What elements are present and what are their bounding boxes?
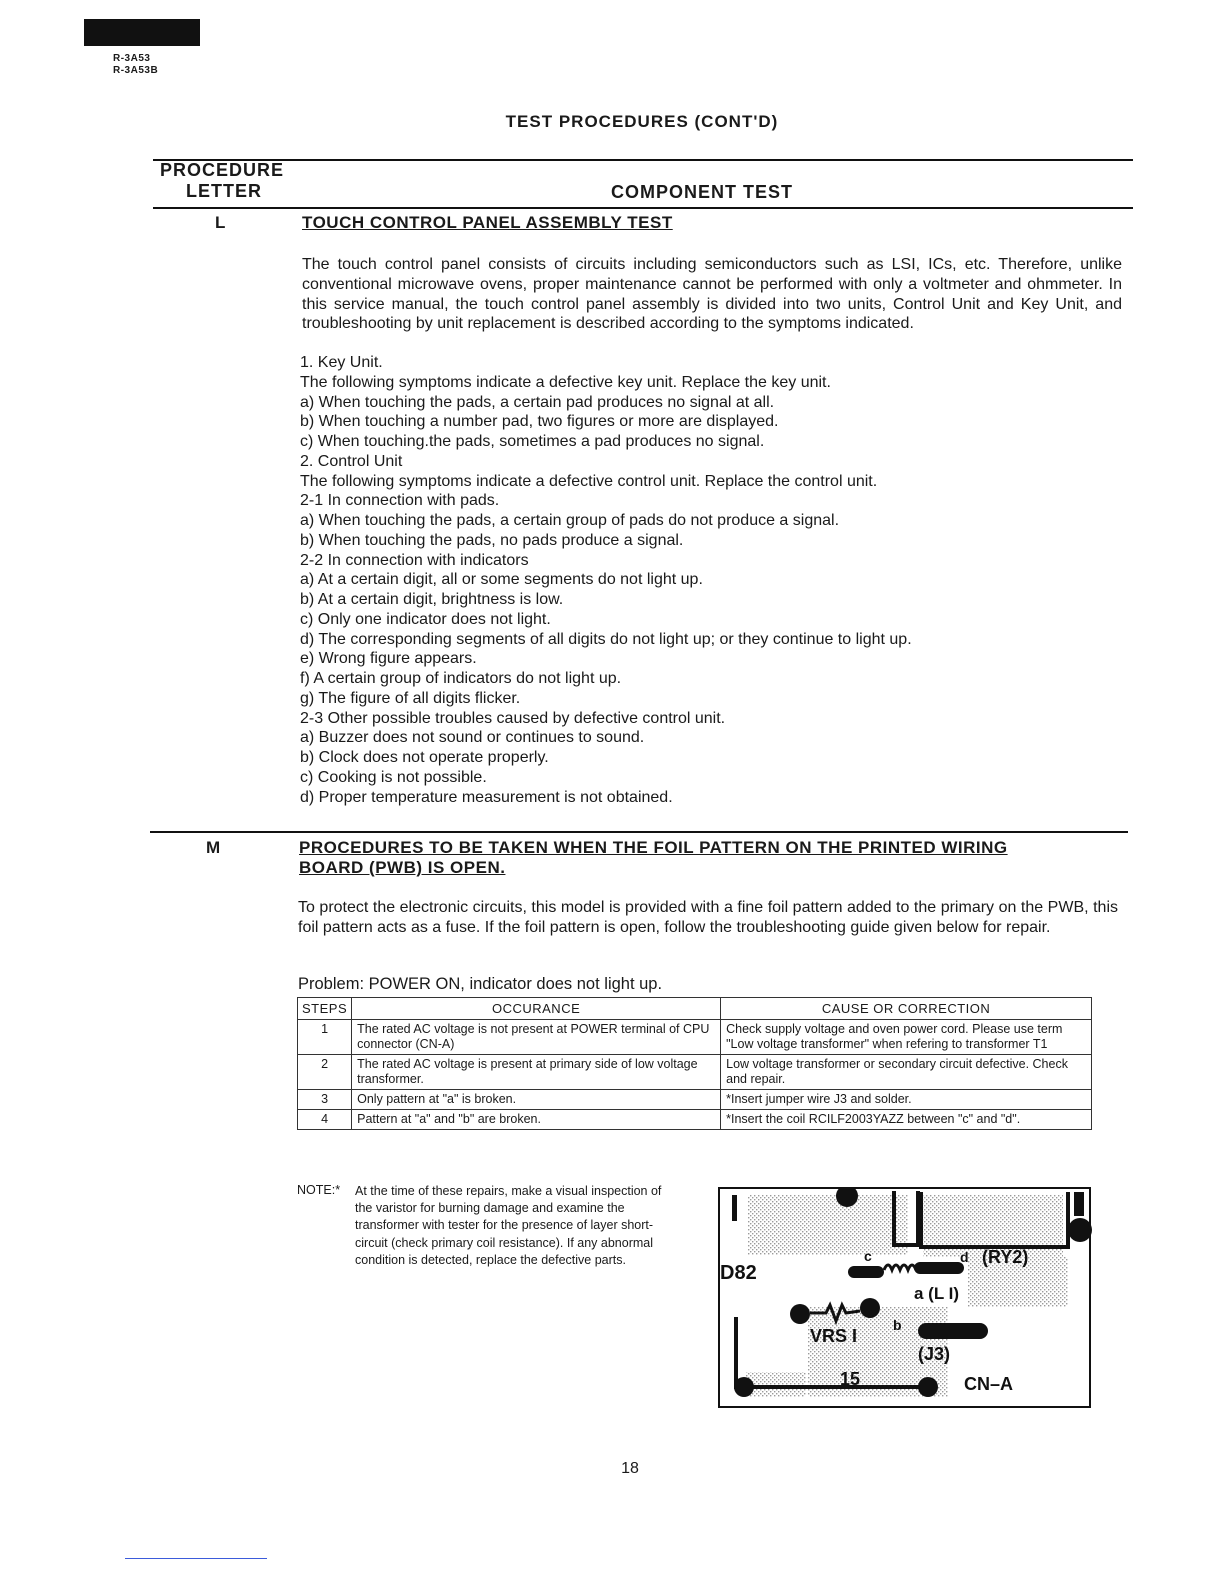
label-cn-a: CN–A <box>964 1374 1014 1394</box>
list-item: f) A certain group of indicators do not light up. <box>300 670 622 687</box>
list-item: The following symptoms indicate a defective control unit. Replace the control unit. <box>300 472 878 490</box>
step-number: 2 <box>298 1055 352 1090</box>
page-title: TEST PROCEDURES (CONT'D) <box>505 112 779 131</box>
note-text: At the time of these repairs, make a visual inspection of the varistor for burning damage and examine the transformer with tester for the presence of layer short-circuit (check primary coil resistance). If any abnormal condition is detected, replace the defective parts. <box>355 1184 662 1267</box>
section-m-intro: To protect the electronic circuits, this model is provided with a fine foil pattern added to the primary on the PWB, this foil pattern acts as a fuse. If the foil pattern is open, follow the troubleshooting guide given below for repair. <box>298 899 1118 936</box>
occurance-cell: Pattern at "a" and "b" are broken. <box>352 1110 721 1130</box>
correction-cell: Low voltage transformer or secondary circuit defective. Check and repair. <box>721 1055 1092 1090</box>
model-number: R-3A53B <box>113 65 159 76</box>
section-l-symptom-list <box>300 353 912 807</box>
list-item: 2-1 In connection with pads. <box>300 492 500 510</box>
list-item: d) Proper temperature measurement is not obtained. <box>300 788 673 806</box>
column-header-occurance: OCCURANCE <box>352 998 721 1020</box>
list-item: 2-3 Other possible troubles caused by defective control unit. <box>300 709 726 727</box>
label-d: d <box>960 1249 969 1265</box>
foil-copper-area <box>746 1372 806 1397</box>
list-item: c) Only one indicator does not light. <box>300 610 551 628</box>
foil-trace <box>1074 1192 1084 1216</box>
correction-cell: *Insert jumper wire J3 and solder. <box>721 1090 1092 1110</box>
column-header-steps: STEPS <box>298 998 352 1020</box>
list-item: b) Clock does not operate properly. <box>300 749 549 766</box>
solder-pad <box>734 1377 754 1397</box>
correction-cell: *Insert the coil RCILF2003YAZZ between "c" and "d". <box>721 1110 1092 1130</box>
list-item: b) At a certain digit, brightness is low. <box>300 591 564 608</box>
foil-trace <box>732 1195 737 1221</box>
procedure-letter-heading: PROCEDURE LETTER <box>160 160 285 201</box>
troubleshooting-table <box>297 997 1092 1130</box>
list-item: c) When touching.the pads, sometimes a pad produces no signal. <box>300 433 765 450</box>
foil-copper-area <box>748 1195 908 1255</box>
section-l-intro: The touch control panel consists of circuits including semiconductors such as LSI, ICs, etc. Therefore, unlike conventional microwave ovens, proper maintenance cannot be performed with only a voltmeter and ohmmeter. In this service manual, the touch control panel assembly is divided into two units, Control Unit and Key Unit, and troubleshooting by unit replacement is described according to the symptoms indicated. <box>302 256 1122 333</box>
step-number: 1 <box>298 1020 352 1055</box>
table-row <box>298 1055 1092 1090</box>
list-item: b) When touching the pads, no pads produce a signal. <box>300 531 684 549</box>
list-item: e) Wrong figure appears. <box>300 650 477 668</box>
component-test-heading: COMPONENT TEST <box>611 182 794 202</box>
solder-pad <box>918 1377 938 1397</box>
header-top-rule <box>153 159 1133 161</box>
table-row <box>298 1110 1092 1130</box>
list-item: a) At a certain digit, all or some segments do not light up. <box>300 571 703 589</box>
list-item: The following symptoms indicate a defective key unit. Replace the key unit. <box>300 373 831 391</box>
list-item: 2. Control Unit <box>300 452 403 470</box>
step-number: 3 <box>298 1090 352 1110</box>
list-item: c) Cooking is not possible. <box>300 768 487 786</box>
model-number: R-3A53 <box>113 53 151 64</box>
procedure-letter-l: L <box>215 213 226 232</box>
foil-pattern-c <box>848 1266 884 1278</box>
label-j3: (J3) <box>918 1344 951 1364</box>
list-item: a) When touching the pads, a certain group of pads do not produce a signal. <box>300 512 840 529</box>
pwb-foil-pattern-diagram <box>718 1187 1092 1409</box>
problem-statement: Problem: POWER ON, indicator does not light up. <box>298 975 663 993</box>
foil-pattern-d <box>914 1262 964 1274</box>
label-15: 15 <box>840 1369 861 1389</box>
step-number: 4 <box>298 1110 352 1130</box>
section-m-top-rule <box>150 831 1128 833</box>
table-row <box>298 1090 1092 1110</box>
column-header-correction: CAUSE OR CORRECTION <box>721 998 1092 1020</box>
procedure-letter-m: M <box>206 838 221 857</box>
list-item: d) The corresponding segments of all digits do not light up; or they continue to light up. <box>300 630 912 648</box>
header-bottom-rule <box>153 207 1133 209</box>
correction-cell: Check supply voltage and oven power cord. Please use term "Low voltage transformer" when refering to transformer T1 <box>721 1020 1092 1055</box>
label-d82: D82 <box>720 1262 757 1284</box>
list-item: g) The figure of all digits flicker. <box>300 689 521 707</box>
table-row <box>298 1020 1092 1055</box>
model-numbers <box>113 53 158 77</box>
solder-pad <box>1068 1218 1092 1242</box>
label-vrs1: VRS I <box>810 1326 858 1346</box>
occurance-cell: The rated AC voltage is not present at POWER terminal of CPU connector (CN-A) <box>352 1020 721 1055</box>
section-m-title: PROCEDURES TO BE TAKEN WHEN THE FOIL PATTERN ON THE PRINTED WIRING BOARD (PWB) IS OPEN. <box>299 838 1008 877</box>
section-l-title: TOUCH CONTROL PANEL ASSEMBLY TEST <box>302 213 673 232</box>
label-a-l1: a (L I) <box>914 1284 960 1303</box>
header-black-bar <box>84 19 200 46</box>
list-item: a) Buzzer does not sound or continues to sound. <box>300 729 645 747</box>
note-label: NOTE:* <box>297 1183 341 1197</box>
list-item: 2-2 In connection with indicators <box>300 551 529 569</box>
occurance-cell: The rated AC voltage is present at primary side of low voltage transformer. <box>352 1055 721 1090</box>
list-item: a) When touching the pads, a certain pad produces no signal at all. <box>300 393 775 411</box>
footer-rule <box>125 1558 267 1559</box>
jumper-j3-pads <box>918 1323 988 1339</box>
page-number: 18 <box>621 1460 639 1477</box>
varistor-pad <box>790 1304 810 1324</box>
label-ry2: (RY2) <box>982 1247 1029 1267</box>
label-b: b <box>893 1317 902 1333</box>
label-c: c <box>864 1248 872 1264</box>
list-item: 1. Key Unit. <box>300 354 383 371</box>
occurance-cell: Only pattern at "a" is broken. <box>352 1090 721 1110</box>
varistor-pad <box>860 1298 880 1318</box>
list-item: b) When touching a number pad, two figures or more are displayed. <box>300 413 779 431</box>
